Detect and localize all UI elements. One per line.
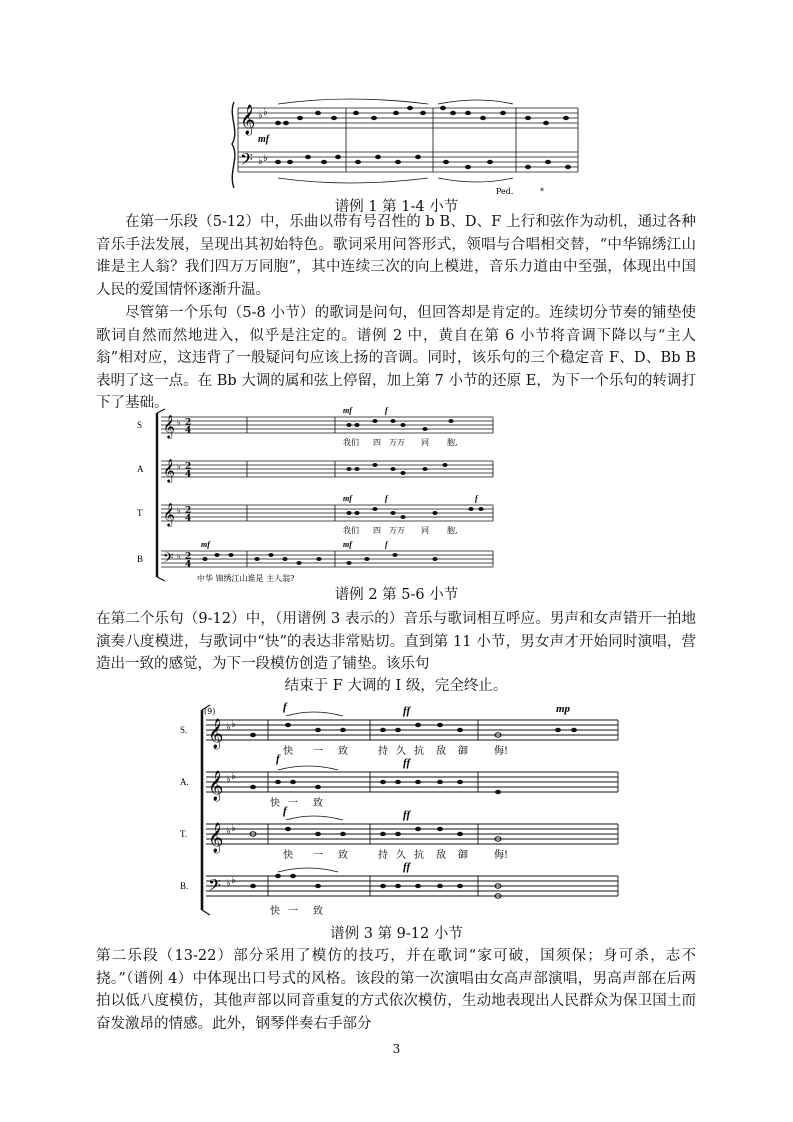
lyric3-t-3: 致 [338, 850, 348, 861]
lyric3-b-1: 快 [270, 906, 280, 917]
paragraph-1: 在第一乐段（5-12）中，乐曲以带有号召性的 b B、D、F 上行和弦作为动机，通过各种音乐手法发展，呈现出其初始特色。歌词采用问答形式，领唱与合唱相交替，“中华锦绣江山谁是主人翁？我们四万万同胞”，其中连续三次的向上模进，音乐力道由中至强，体现出中国人民的爱国情怀逐渐升温。 [96, 214, 696, 298]
svg-text:♭: ♭ [177, 552, 181, 561]
dynamic-mp-s3: mp [556, 703, 571, 715]
dynamic-f-b: f [385, 540, 388, 549]
svg-text:♭: ♭ [258, 110, 263, 121]
svg-text:2: 2 [185, 418, 192, 428]
svg-text:♭: ♭ [231, 771, 236, 782]
lyric-s-5: 胞, [447, 438, 458, 447]
part-label-a3: A. [180, 777, 189, 787]
score-example-3 [178, 700, 638, 922]
lyric3-t-7: 敌 [436, 850, 446, 861]
dynamic-mf-b: mf [201, 540, 210, 549]
svg-text:𝄞: 𝄞 [163, 458, 175, 482]
part-label-s3: S. [180, 725, 188, 735]
svg-text:♭: ♭ [177, 462, 181, 471]
svg-text:4: 4 [185, 470, 192, 480]
dynamic-f-t3: f [283, 805, 287, 817]
svg-text:𝄢: 𝄢 [163, 550, 174, 569]
lyric3-s-5: 久 [396, 746, 406, 757]
svg-text:𝄞: 𝄞 [208, 771, 224, 801]
figure-1-caption: 谱例 1 第 1-4 小节 [334, 199, 459, 215]
svg-text:♭: ♭ [263, 153, 268, 164]
svg-text:♭: ♭ [226, 722, 231, 733]
paragraph-3-last-line: 结束于 F 大调的 I 级，完全终止。 [284, 678, 508, 694]
svg-text:𝄞: 𝄞 [163, 502, 175, 526]
svg-text:𝄞: 𝄞 [240, 105, 256, 135]
dynamic-ff-s3: ff [403, 705, 411, 717]
lyric3-b-2: 一 [288, 906, 298, 917]
paragraph-4: 第二乐段（13-22）部分采用了模仿的技巧，并在歌词“家可破，国须保；身可杀，志不挠。”（谱例 4）中体现出口号式的风格。该段的第一次演唱由女高声部演唱，男高声部在后两拍以低八度模仿，其他声部以同音重复的方式依次模仿，生动地表现出人民群众为保卫国土而奋发激昂的情感。此外，钢琴伴奏右手部分 [96, 948, 696, 1032]
svg-text:♭: ♭ [177, 418, 181, 427]
svg-text:4: 4 [185, 560, 192, 570]
svg-text:𝄞: 𝄞 [208, 719, 224, 749]
dynamic-f-s: f [385, 406, 388, 415]
dynamic-ff-t3: ff [403, 809, 411, 821]
lyric-s-2: 四 [373, 438, 381, 447]
lyric3-s-3: 致 [338, 746, 348, 757]
lyric3-t-4: 持 [378, 850, 388, 861]
lyric3-t-9: 侮! [494, 850, 509, 861]
pedal-release-mark: * [540, 187, 544, 196]
dynamic-f-t2: f [475, 494, 478, 503]
dynamic-mf-s: mf [343, 406, 352, 415]
dynamic-ff-b3: ff [403, 861, 411, 873]
lyric3-t-5: 久 [396, 850, 406, 861]
dynamic-mf: mf [258, 134, 270, 145]
svg-text:♭: ♭ [177, 506, 181, 515]
svg-text:♭: ♭ [231, 823, 236, 834]
lyric-t-2: 四 [373, 526, 381, 535]
lyric3-s-4: 持 [378, 746, 388, 757]
lyric-t-1: 我们 [343, 526, 359, 535]
paragraph-3: 在第二个乐句（9-12）中，（用谱例 3 表示的）音乐与歌词相互呼应。男声和女声错开一拍地演奏八度模进，与歌词中“快”的表达非常贴切。直到第 11 小节，男女声才开始同时演唱，营造出一致的感觉，为下一段模仿创造了铺垫。该乐句 [96, 611, 696, 672]
svg-text:♭: ♭ [226, 878, 231, 889]
dynamic-mf-t: mf [343, 494, 352, 503]
lyric3-b-3: 致 [313, 906, 323, 917]
svg-text:4: 4 [185, 426, 192, 436]
svg-text:2: 2 [185, 552, 192, 562]
lyric3-s-6: 抗 [414, 746, 424, 757]
lyric3-a-1: 快 [270, 798, 280, 809]
lyric-s-1: 我们 [343, 438, 359, 447]
svg-text:♭: ♭ [263, 107, 268, 118]
lyric-s-3: 万万 [389, 438, 405, 447]
pedal-mark: Ped. [496, 187, 514, 196]
lyric3-s-7: 敌 [436, 746, 446, 757]
lyric-t-4: 同 [421, 526, 429, 535]
score-example-1 [228, 96, 588, 196]
svg-text:𝄞: 𝄞 [163, 414, 175, 438]
lyric3-s-2: 一 [313, 746, 323, 757]
lyric3-a-3: 致 [313, 798, 323, 809]
part-label-t: T [137, 508, 143, 518]
lyric3-s-9: 侮! [494, 746, 509, 757]
dynamic-f-s3: f [283, 701, 287, 713]
dynamic-ff-a3: ff [403, 757, 411, 769]
lyric-s-4: 同 [421, 438, 429, 447]
part-label-t3: T. [180, 829, 188, 839]
lyric3-t-2: 一 [313, 850, 323, 861]
svg-text:♭: ♭ [226, 826, 231, 837]
svg-text:𝄢: 𝄢 [240, 149, 253, 173]
svg-text:𝄢: 𝄢 [208, 875, 221, 899]
svg-text:♭: ♭ [258, 156, 263, 167]
lyric3-t-6: 抗 [414, 850, 424, 861]
svg-text:𝄞: 𝄞 [208, 823, 224, 853]
lyric3-t-8: 御 [458, 850, 468, 861]
dynamic-f-a3: f [276, 753, 280, 765]
part-label-a: A [137, 464, 144, 474]
svg-text:♭: ♭ [231, 719, 236, 730]
svg-text:4: 4 [185, 514, 192, 524]
lyric3-s-1: 快 [283, 746, 293, 757]
dynamic-f-t: f [385, 494, 388, 503]
part-label-b: B [137, 554, 144, 564]
lyric3-a-2: 一 [288, 798, 298, 809]
svg-text:2: 2 [185, 462, 192, 472]
lyric3-t-1: 快 [283, 850, 293, 861]
figure-2-caption: 谱例 2 第 5-6 小节 [334, 587, 459, 603]
svg-text:♭: ♭ [231, 875, 236, 886]
lyric-t-3: 万万 [389, 526, 405, 535]
svg-text:2: 2 [185, 506, 192, 516]
measure-number: (9) [204, 707, 216, 716]
lyric-b: 中华 锦绣江山谁是 主人翁? [197, 574, 295, 583]
score-example-2 [135, 405, 505, 585]
page-number: 3 [392, 1042, 401, 1056]
lyric3-s-8: 御 [458, 746, 468, 757]
paragraph-2: 尽管第一个乐句（5-8 小节）的歌词是问句，但回答却是肯定的。连续切分节奏的铺垫使歌词自然而然地进入，似乎是注定的。谱例 2 中，黄自在第 6 小节将音调下降以与“主人翁”相对应，这违背了一般疑问句应该上扬的音调。同时，该乐句的三个稳定音 F、D、Bb B 表明了这一点。在 Bb 大调的属和弦上停留，加上第 7 小节的还原 E，为下一个乐句的转调打下了基础。 [96, 305, 696, 411]
svg-text:♭: ♭ [226, 774, 231, 785]
part-label-s: S [137, 420, 143, 430]
dynamic-mf-b2: mf [343, 540, 352, 549]
lyric-t-5: 胞, [447, 526, 458, 535]
figure-3-caption: 谱例 3 第 9-12 小节 [330, 926, 463, 942]
part-label-b3: B. [180, 881, 189, 891]
